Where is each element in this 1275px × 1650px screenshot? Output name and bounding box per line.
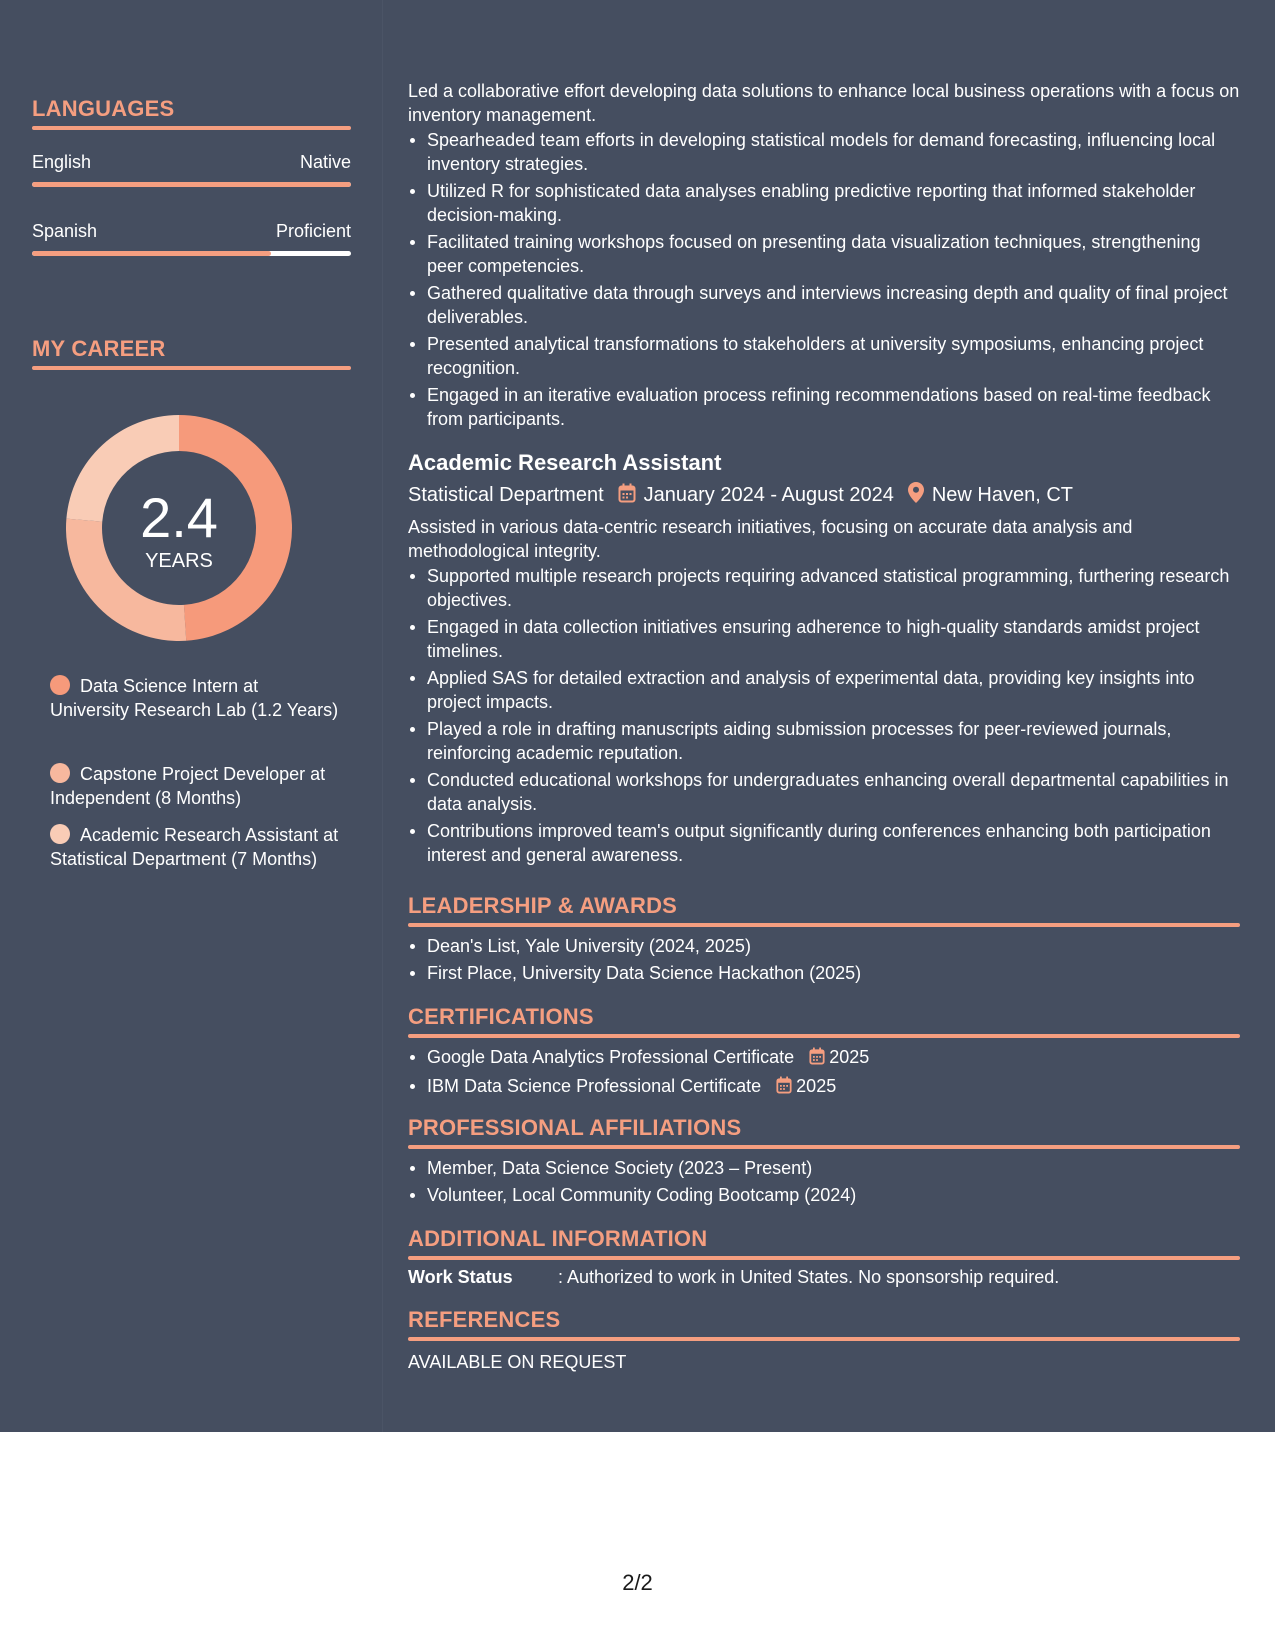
references-divider bbox=[408, 1337, 1240, 1341]
job-dates: January 2024 - August 2024 bbox=[643, 484, 894, 506]
job-bullet: Applied SAS for detailed extraction and analysis of experimental data, providing key insights into project impacts. bbox=[408, 666, 1240, 714]
legend-dot bbox=[50, 763, 70, 783]
certifications-divider bbox=[408, 1034, 1240, 1038]
sidebar bbox=[0, 0, 383, 1432]
job-bullet: Conducted educational workshops for undergraduates enhancing overall departmental capabilities in data analysis. bbox=[408, 768, 1240, 816]
language-level: Native bbox=[299, 152, 351, 172]
job-location: New Haven, CT bbox=[931, 484, 1073, 506]
language-proficiency-bar bbox=[32, 182, 351, 187]
job-bullets bbox=[408, 128, 1240, 431]
legend-dot bbox=[50, 675, 70, 695]
leadership-title: LEADERSHIP & AWARDS bbox=[408, 893, 678, 918]
career-donut-chart bbox=[66, 415, 292, 641]
legend-dot bbox=[50, 824, 70, 844]
career-legend-item bbox=[50, 762, 340, 810]
language-level: Proficient bbox=[275, 221, 351, 241]
job-bullets bbox=[408, 564, 1240, 867]
job-entry bbox=[408, 79, 1240, 434]
certification-item bbox=[408, 1045, 1240, 1071]
additional-info-title: ADDITIONAL INFORMATION bbox=[408, 1226, 708, 1251]
job-meta bbox=[408, 482, 1240, 509]
language-proficiency-fill bbox=[32, 251, 271, 256]
certifications-list bbox=[408, 1045, 1240, 1103]
language-name: English bbox=[32, 152, 92, 172]
career-total-unit: YEARS bbox=[145, 550, 213, 572]
job-organization: Statistical Department bbox=[408, 484, 604, 506]
job-bullet: Engaged in an iterative evaluation process refining recommendations based on real-time feedback from participants. bbox=[408, 383, 1240, 431]
job-bullet: Utilized R for sophisticated data analyses enabling predictive reporting that informed stakeholder decision-making. bbox=[408, 179, 1240, 227]
languages-divider bbox=[32, 126, 351, 130]
leadership-divider bbox=[408, 923, 1240, 927]
job-bullet: Contributions improved team's output significantly during conferences enhancing both participation interest and general awareness. bbox=[408, 819, 1240, 867]
career-legend-item bbox=[50, 674, 340, 722]
affiliation-item: Member, Data Science Society (2023 – Present) bbox=[408, 1156, 1240, 1180]
leadership-list bbox=[408, 934, 1240, 988]
job-bullet: Played a role in drafting manuscripts aiding submission processes for peer-reviewed journals, reinforcing academic reputation. bbox=[408, 717, 1240, 765]
job-bullet: Supported multiple research projects requiring advanced statistical programming, furthering research objectives. bbox=[408, 564, 1240, 612]
map-pin-icon bbox=[908, 482, 924, 509]
job-bullet: Facilitated training workshops focused on presenting data visualization techniques, strengthening peer competencies. bbox=[408, 230, 1240, 278]
certification-year: 2025 bbox=[796, 1076, 837, 1096]
certification-item bbox=[408, 1074, 1240, 1100]
page-number: 2/2 bbox=[622, 1570, 653, 1595]
language-proficiency-bar bbox=[32, 251, 351, 256]
affiliations-list bbox=[408, 1156, 1240, 1210]
certification-name: IBM Data Science Professional Certificate bbox=[427, 1076, 762, 1096]
job-title: Academic Research Assistant bbox=[408, 450, 722, 475]
language-name: Spanish bbox=[32, 221, 98, 241]
job-bullet: Gathered qualitative data through surveys and interviews increasing depth and quality of final project deliverables. bbox=[408, 281, 1240, 329]
career-total-value: 2.4 bbox=[140, 486, 218, 549]
certification-year: 2025 bbox=[829, 1047, 870, 1067]
work-status-value: : Authorized to work in United States. No sponsorship required. bbox=[558, 1267, 1060, 1287]
affiliation-item: Volunteer, Local Community Coding Bootcamp (2024) bbox=[408, 1183, 1240, 1207]
career-title: MY CAREER bbox=[32, 336, 166, 361]
languages-title: LANGUAGES bbox=[32, 96, 175, 121]
references-text: AVAILABLE ON REQUEST bbox=[408, 1352, 627, 1372]
award-item: Dean's List, Yale University (2024, 2025) bbox=[408, 934, 1240, 958]
legend-label: Capstone Project Developer at Independent (8 Months) bbox=[50, 764, 326, 808]
affiliations-divider bbox=[408, 1145, 1240, 1149]
legend-label: Data Science Intern at University Research Lab (1.2 Years) bbox=[50, 676, 339, 720]
award-item: First Place, University Data Science Hackathon (2025) bbox=[408, 961, 1240, 985]
certification-name: Google Data Analytics Professional Certificate bbox=[427, 1047, 795, 1067]
job-bullet: Spearheaded team efforts in developing statistical models for demand forecasting, influencing local inventory strategies. bbox=[408, 128, 1240, 176]
certifications-title: CERTIFICATIONS bbox=[408, 1004, 594, 1029]
calendar-icon bbox=[618, 483, 636, 509]
career-legend-item bbox=[50, 823, 340, 871]
legend-label: Academic Research Assistant at Statistical Department (7 Months) bbox=[50, 825, 339, 869]
work-status-label: Work Status bbox=[408, 1267, 513, 1287]
career-divider bbox=[32, 366, 351, 370]
references-title: REFERENCES bbox=[408, 1307, 561, 1332]
job-summary: Led a collaborative effort developing data solutions to enhance local business operations with a focus on inventory management. bbox=[408, 81, 1240, 125]
calendar-icon bbox=[776, 1076, 792, 1100]
job-bullet: Presented analytical transformations to stakeholders at university symposiums, enhancing project recognition. bbox=[408, 332, 1240, 380]
job-summary: Assisted in various data-centric research initiatives, focusing on accurate data analysis and methodological integrity. bbox=[408, 517, 1133, 561]
job-bullet: Engaged in data collection initiatives ensuring adherence to high-quality standards amidst project timelines. bbox=[408, 615, 1240, 663]
calendar-icon bbox=[809, 1047, 825, 1071]
work-status-row bbox=[408, 1267, 1240, 1288]
additional-info-divider bbox=[408, 1256, 1240, 1260]
language-proficiency-fill bbox=[32, 182, 351, 187]
affiliations-title: PROFESSIONAL AFFILIATIONS bbox=[408, 1115, 742, 1140]
job-entry bbox=[408, 450, 1240, 870]
